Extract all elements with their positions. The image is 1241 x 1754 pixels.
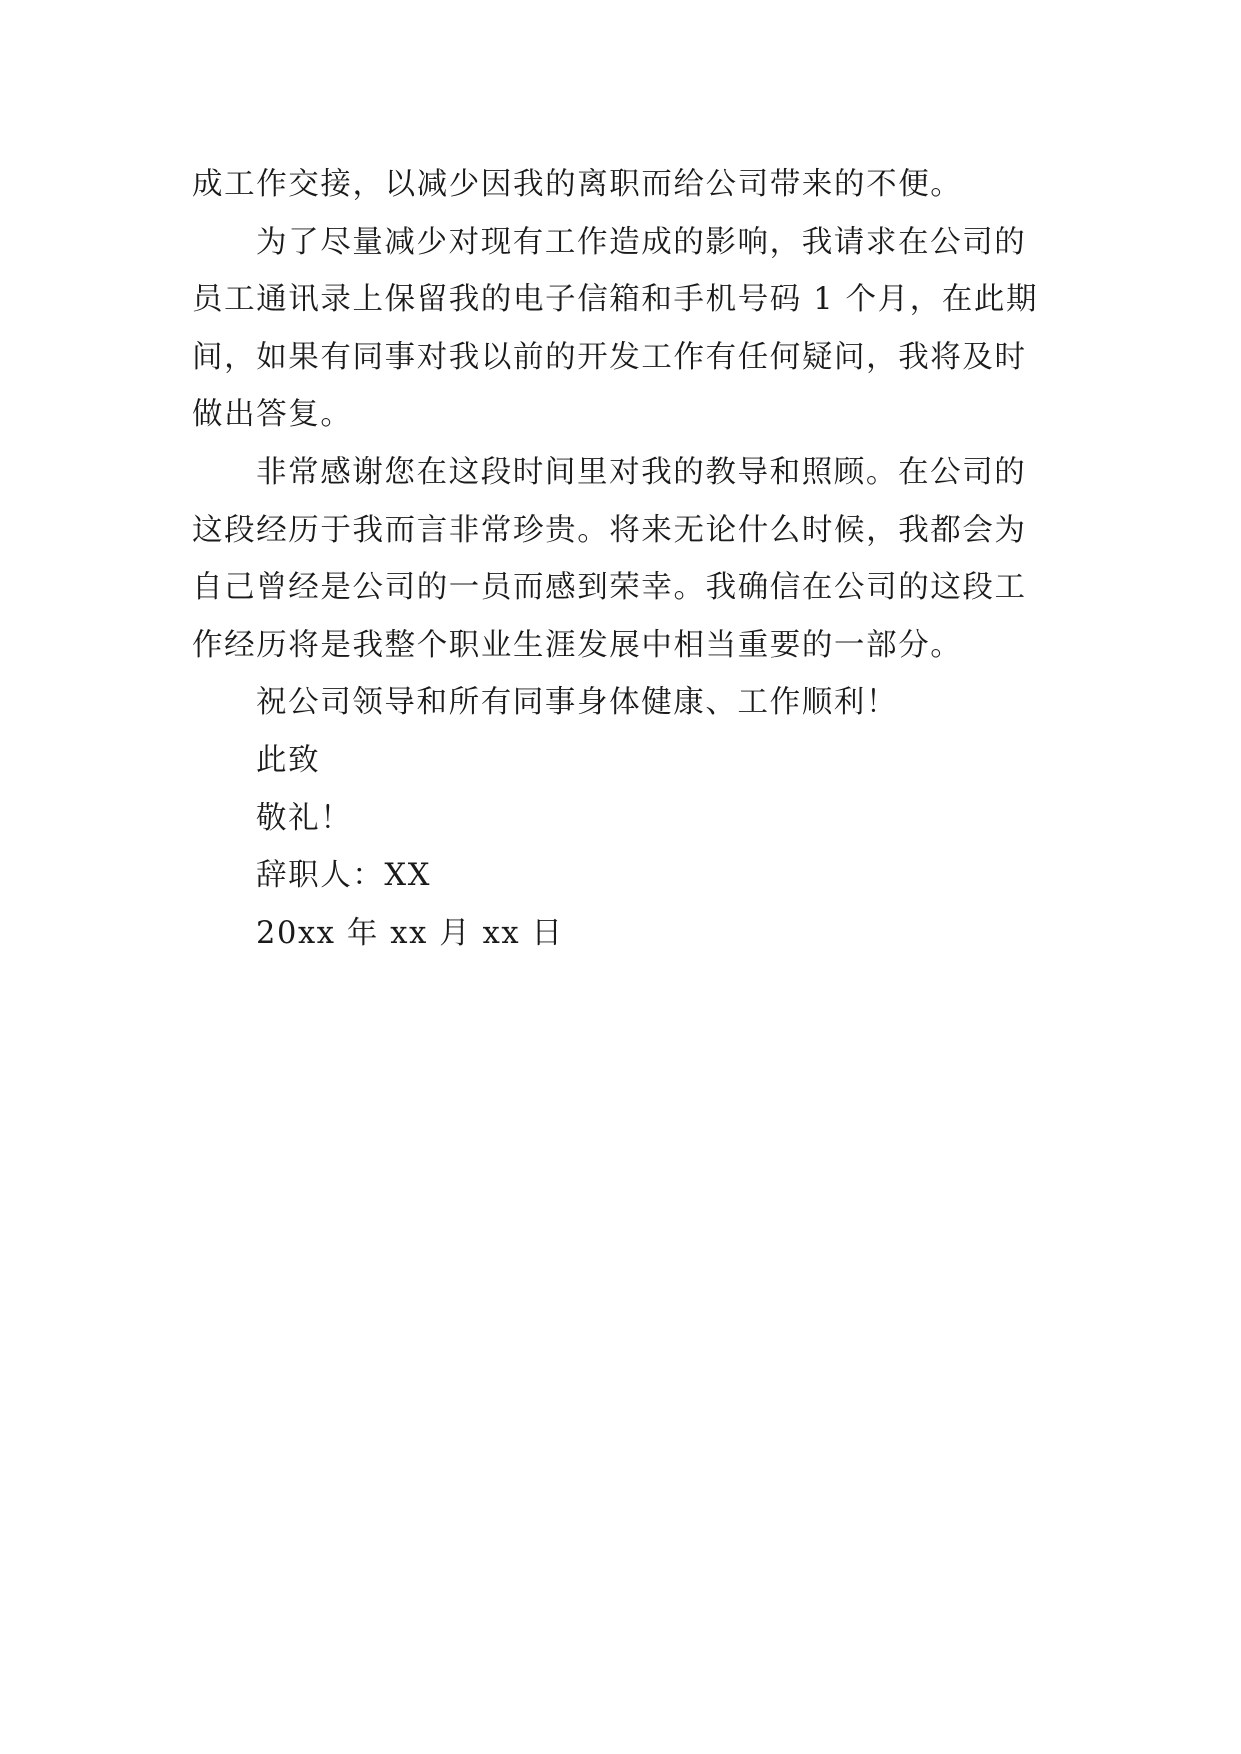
letter-body: [192, 156, 1052, 962]
paragraph-line: 员工通讯录上保留我的电子信箱和手机号码 1 个月，在此期: [192, 282, 1039, 318]
date-line: 20xx 年 xx 月 xx 日: [256, 915, 564, 951]
closing-wish: 祝公司领导和所有同事身体健康、工作顺利！: [256, 685, 898, 721]
paragraph-line: 非常感谢您在这段时间里对我的教导和照顾。在公司的: [256, 454, 1027, 490]
paragraph-line: 间，如果有同事对我以前的开发工作有任何疑问，我将及时: [192, 339, 1027, 375]
paragraph-line: 成工作交接，以减少因我的离职而给公司带来的不便。: [192, 167, 963, 202]
salutation-ci-zhi: 此致: [256, 742, 321, 778]
paragraph-line: 自己曾经是公司的一员而感到荣幸。我确信在公司的这段工: [192, 570, 1027, 606]
signature-line: 辞职人：XX: [256, 858, 432, 894]
paragraph-line: 这段经历于我而言非常珍贵。将来无论什么时候，我都会为: [192, 512, 1027, 548]
paragraph-line: 为了尽量减少对现有工作造成的影响，我请求在公司的: [256, 224, 1027, 260]
paragraph-line: 做出答复。: [192, 397, 353, 433]
paragraph-line: 作经历将是我整个职业生涯发展中相当重要的一部分。: [192, 627, 963, 663]
salutation-jing-li: 敬礼！: [256, 800, 353, 836]
